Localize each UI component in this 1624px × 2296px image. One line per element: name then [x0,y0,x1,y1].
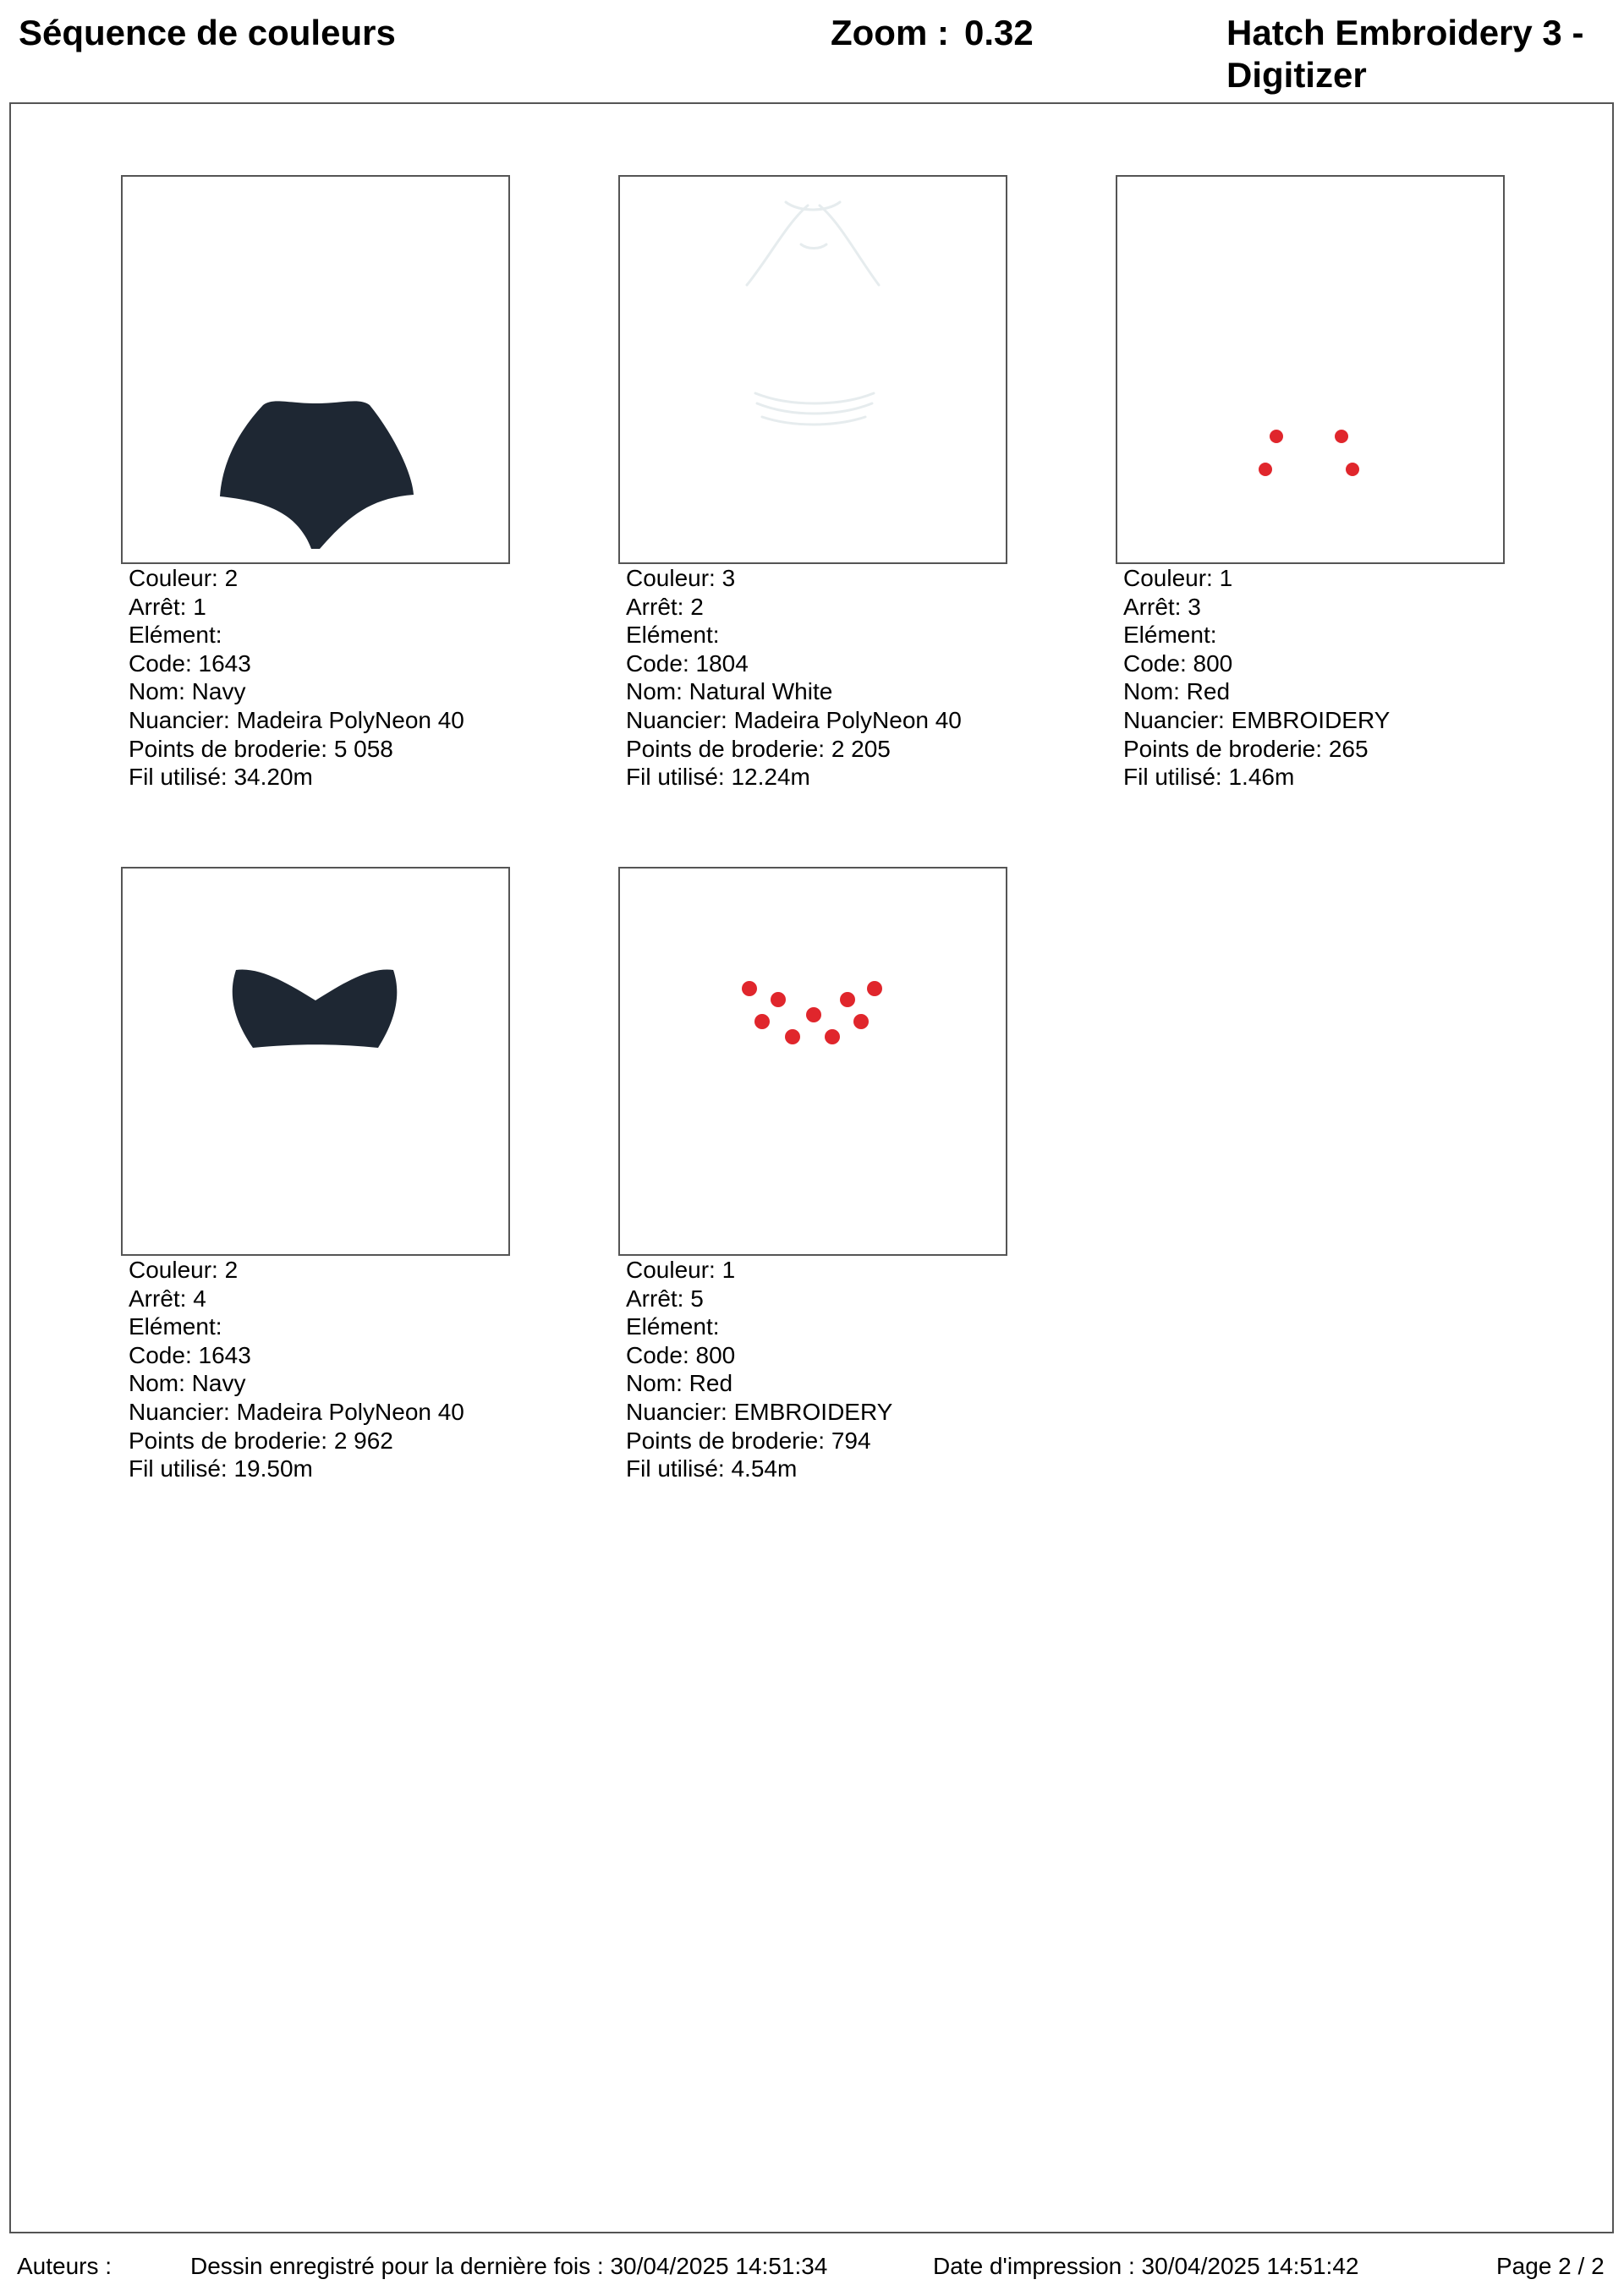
page-title: Séquence de couleurs [19,13,396,52]
white-outline-stitches [747,202,879,425]
navy-bra-preview [123,869,508,1254]
red-dot [867,981,882,996]
couleur-label: Couleur: 2 [129,1257,239,1283]
element-label: Elément: [129,622,222,649]
red-dot [840,992,855,1007]
arret-label: Arrêt: 4 [129,1285,206,1312]
couleur-label: Couleur: 1 [1123,565,1233,591]
red-dot [1259,463,1272,476]
nuancier-label: Nuancier: Madeira PolyNeon 40 [129,706,464,733]
stitch-preview [1116,175,1505,564]
footer-print-date: Date d'impression : 30/04/2025 14:51:42 [933,2253,1359,2279]
element-label: Elément: [626,622,720,649]
app-name [1226,12,1583,96]
arret-label: Arrêt: 2 [626,593,704,620]
red-dot [806,1007,821,1022]
code-label: Code: 1804 [626,649,749,677]
code-label: Code: 800 [626,1341,736,1368]
points-label: Points de broderie: 2 962 [129,1427,393,1454]
stitch-preview [121,867,510,1256]
element-label: Elément: [1123,622,1217,649]
stitch-preview [618,867,1007,1256]
red-dots-preview [1117,177,1503,562]
nuancier-label: Nuancier: EMBROIDERY [1123,706,1391,733]
points-label: Points de broderie: 2 205 [626,735,891,762]
nom-label: Nom: Natural White [626,678,833,705]
points-label: Points de broderie: 265 [1123,735,1369,762]
stitch-preview [121,175,510,564]
fil-label: Fil utilisé: 4.54m [626,1455,798,1482]
zoom-value: 0.32 [963,13,1034,52]
code-label: Code: 1643 [129,1341,251,1368]
arret-label: Arrêt: 5 [626,1285,704,1312]
stitch-preview [618,175,1007,564]
nom-label: Nom: Red [1123,678,1231,705]
nom-label: Nom: Navy [129,1370,246,1397]
fil-label: Fil utilisé: 19.50m [129,1455,313,1482]
couleur-label: Couleur: 3 [626,565,736,591]
stop-info [1123,564,1390,792]
red-dot [853,1014,869,1029]
zoom-label: Zoom : [831,13,949,52]
nom-label: Nom: Red [626,1370,733,1397]
nom-label: Nom: Navy [129,678,246,705]
element-label: Elément: [626,1313,720,1340]
footer-page-number: Page 2 / 2 [1496,2253,1605,2279]
red-dots-eight [742,981,882,1044]
fil-label: Fil utilisé: 1.46m [1123,764,1295,791]
stop-info [626,564,962,792]
couleur-label: Couleur: 2 [129,565,239,591]
app-name-line-1: Hatch Embroidery 3 - [1226,13,1584,52]
points-label: Points de broderie: 5 058 [129,735,393,762]
nuancier-label: Nuancier: Madeira PolyNeon 40 [129,1398,464,1425]
white-outline-preview [620,177,1006,562]
navy-briefs-shape [220,401,414,549]
navy-briefs-preview [123,177,508,562]
app-name-line-2: Digitizer [1226,55,1367,95]
stop-info [129,1256,464,1483]
navy-bra-shape [233,969,398,1048]
fil-label: Fil utilisé: 34.20m [129,764,313,791]
red-dot [742,981,757,996]
red-dot [1270,430,1283,443]
red-dots-four [1259,430,1359,476]
couleur-label: Couleur: 1 [626,1257,736,1283]
red-dot [1335,430,1348,443]
footer-authors: Auteurs : [17,2253,112,2279]
nuancier-label: Nuancier: EMBROIDERY [626,1398,893,1425]
red-dot [785,1029,800,1044]
nuancier-label: Nuancier: Madeira PolyNeon 40 [626,706,962,733]
arret-label: Arrêt: 1 [129,593,206,620]
content-frame [9,102,1614,2233]
red-dot [771,992,786,1007]
points-label: Points de broderie: 794 [626,1427,871,1454]
red-dot [1346,463,1359,476]
code-label: Code: 800 [1123,649,1233,677]
element-label: Elément: [129,1313,222,1340]
footer-saved-date: Dessin enregistré pour la dernière fois : 30/04/2025 14:51:34 [190,2253,828,2279]
code-label: Code: 1643 [129,649,251,677]
fil-label: Fil utilisé: 12.24m [626,764,810,791]
stop-info [129,564,464,792]
red-dots-preview [620,869,1006,1254]
stop-info [626,1256,892,1483]
zoom-readout [831,12,1034,54]
arret-label: Arrêt: 3 [1123,593,1201,620]
red-dot [754,1014,770,1029]
red-dot [825,1029,840,1044]
